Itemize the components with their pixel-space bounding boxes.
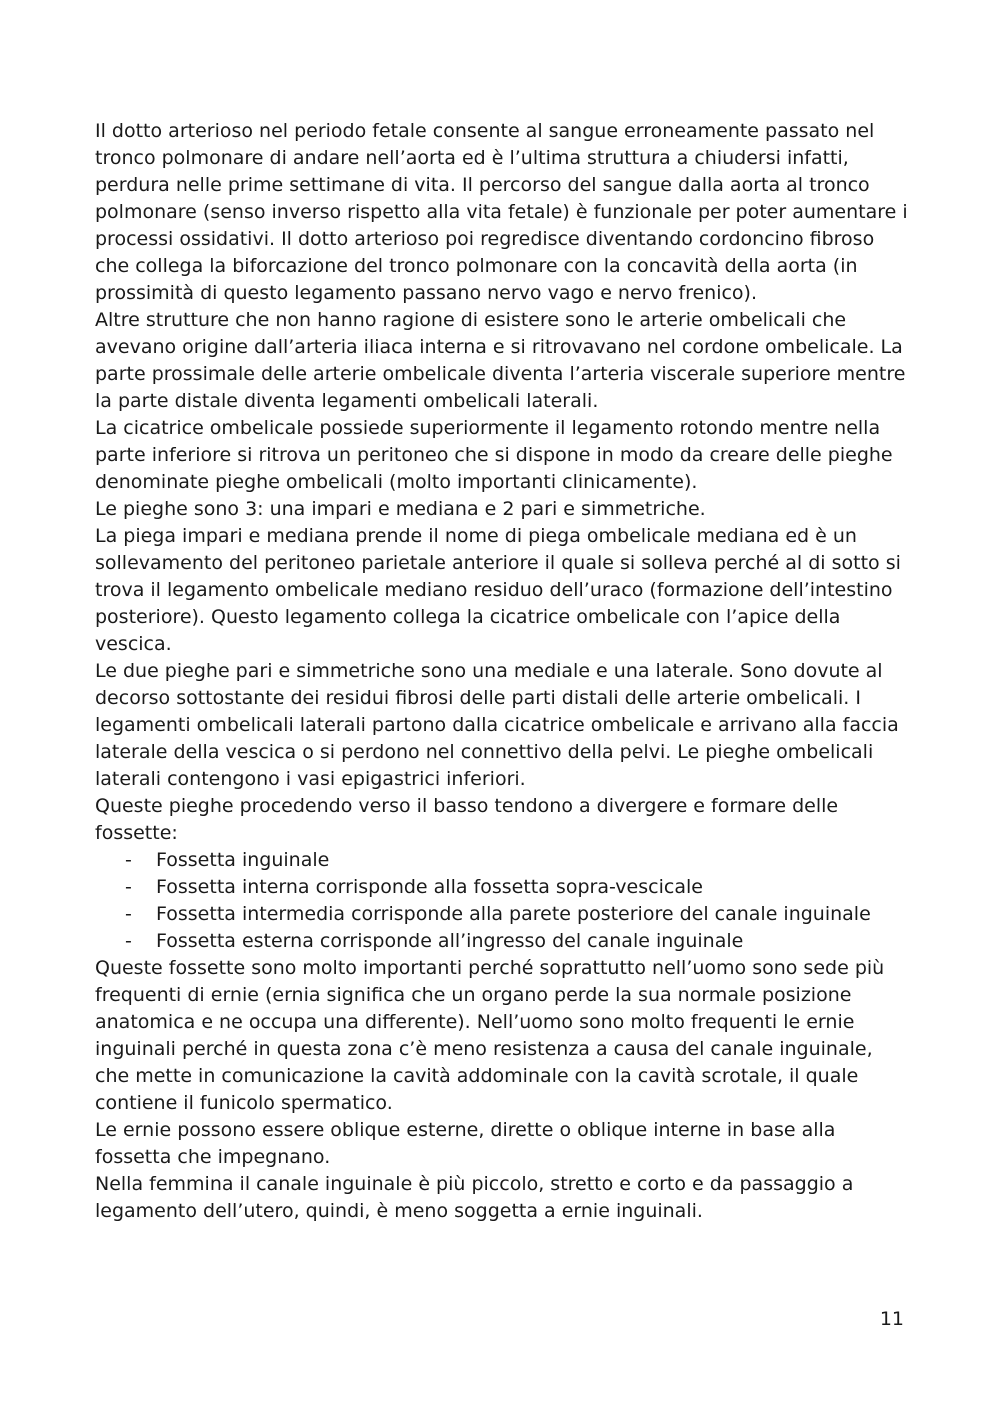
list-item [95, 901, 910, 928]
paragraph-arterie-ombelicali: Altre strutture che non hanno ragione di esistere sono le arterie ombelicali che avevano origine dall’arteria iliaca interna e si ritrovavano nel cordone ombelicale. La parte prossimale delle arterie ombelicale diventa l’arteria viscerale superiore mentre la parte distale diventa legamenti ombelicali laterali. [95, 309, 906, 412]
list-dash: - [125, 903, 132, 925]
paragraph-ernie: Queste fossette sono molto importanti perché soprattutto nell’uomo sono sede più frequenti di ernie (ernia significa che un organo perde la sua normale posizione anatomica e ne occupa una differente). Nell’uomo sono molto frequenti le ernie inguinali perché in questa zona c’è meno resistenza a causa del canale inguinale, che mette in comunicazione la cavità addominale con la cavità scrotale, il quale contiene il funicolo spermatico. [95, 957, 885, 1114]
list-item-text: Fossetta intermedia corrisponde alla parete posteriore del canale inguinale [156, 903, 871, 925]
list-item [95, 847, 910, 874]
paragraph-tipi-ernie: Le ernie possono essere oblique esterne, dirette o oblique interne in base alla fossetta che impegnano. [95, 1119, 836, 1168]
list-item [95, 928, 910, 955]
list-item-text: Fossetta esterna corrisponde all’ingresso del canale inguinale [156, 930, 744, 952]
list-dash: - [125, 849, 132, 871]
list-item-text: Fossetta interna corrisponde alla fossetta sopra-vescicale [156, 876, 703, 898]
paragraph-pieghe-pari: Le due pieghe pari e simmetriche sono una mediale e una laterale. Sono dovute al decorso sottostante dei residui fibrosi delle parti distali delle arterie ombelicali. I legamenti ombelicali laterali partono dalla cicatrice ombelicale e arrivano alla faccia laterale della vescica o si perdono nel connettivo della pelvi. Le pieghe ombelicali laterali contengono i vasi epigastrici inferiori. [95, 660, 899, 790]
list-item-text: Fossetta inguinale [156, 849, 330, 871]
fossette-list [95, 847, 910, 955]
list-dash: - [125, 876, 132, 898]
paragraph-pieghe-count: Le pieghe sono 3: una impari e mediana e 2 pari e simmetriche. [95, 498, 706, 520]
document-page [95, 118, 910, 1225]
paragraph-cicatrice-ombelicale: La cicatrice ombelicale possiede superiormente il legamento rotondo mentre nella parte inferiore si ritrova un peritoneo che si dispone in modo da creare delle pieghe denominate pieghe ombelicali (molto importanti clinicamente). [95, 417, 893, 493]
paragraph-piega-mediana: La piega impari e mediana prende il nome di piega ombelicale mediana ed è un sollevamento del peritoneo parietale anteriore il quale si solleva perché al di sotto si trova il legamento ombelicale mediano residuo dell’uraco (formazione dell’intestino posteriore). Questo legamento collega la cicatrice ombelicale con l’apice della vescica. [95, 525, 901, 655]
paragraph-fossette-intro: Queste pieghe procedendo verso il basso tendono a divergere e formare delle fossette: [95, 795, 839, 844]
list-item [95, 874, 910, 901]
paragraph-femmina: Nella femmina il canale inguinale è più piccolo, stretto e corto e da passaggio a legamento dell’utero, quindi, è meno soggetta a ernie inguinali. [95, 1173, 854, 1222]
list-dash: - [125, 930, 132, 952]
page-number: 11 [879, 1308, 904, 1330]
paragraph-dotto-arterioso: Il dotto arterioso nel periodo fetale consente al sangue erroneamente passato nel tronco polmonare di andare nell’aorta ed è l’ultima struttura a chiudersi infatti, perdura nelle prime settimane di vita. Il percorso del sangue dalla aorta al tronco polmonare (senso inverso rispetto alla vita fetale) è funzionale per poter aumentare i processi ossidativi. Il dotto arterioso poi regredisce diventando cordoncino fibroso che collega la biforcazione del tronco polmonare con la concavità della aorta (in prossimità di questo legamento passano nervo vago e nervo frenico). [95, 120, 908, 304]
